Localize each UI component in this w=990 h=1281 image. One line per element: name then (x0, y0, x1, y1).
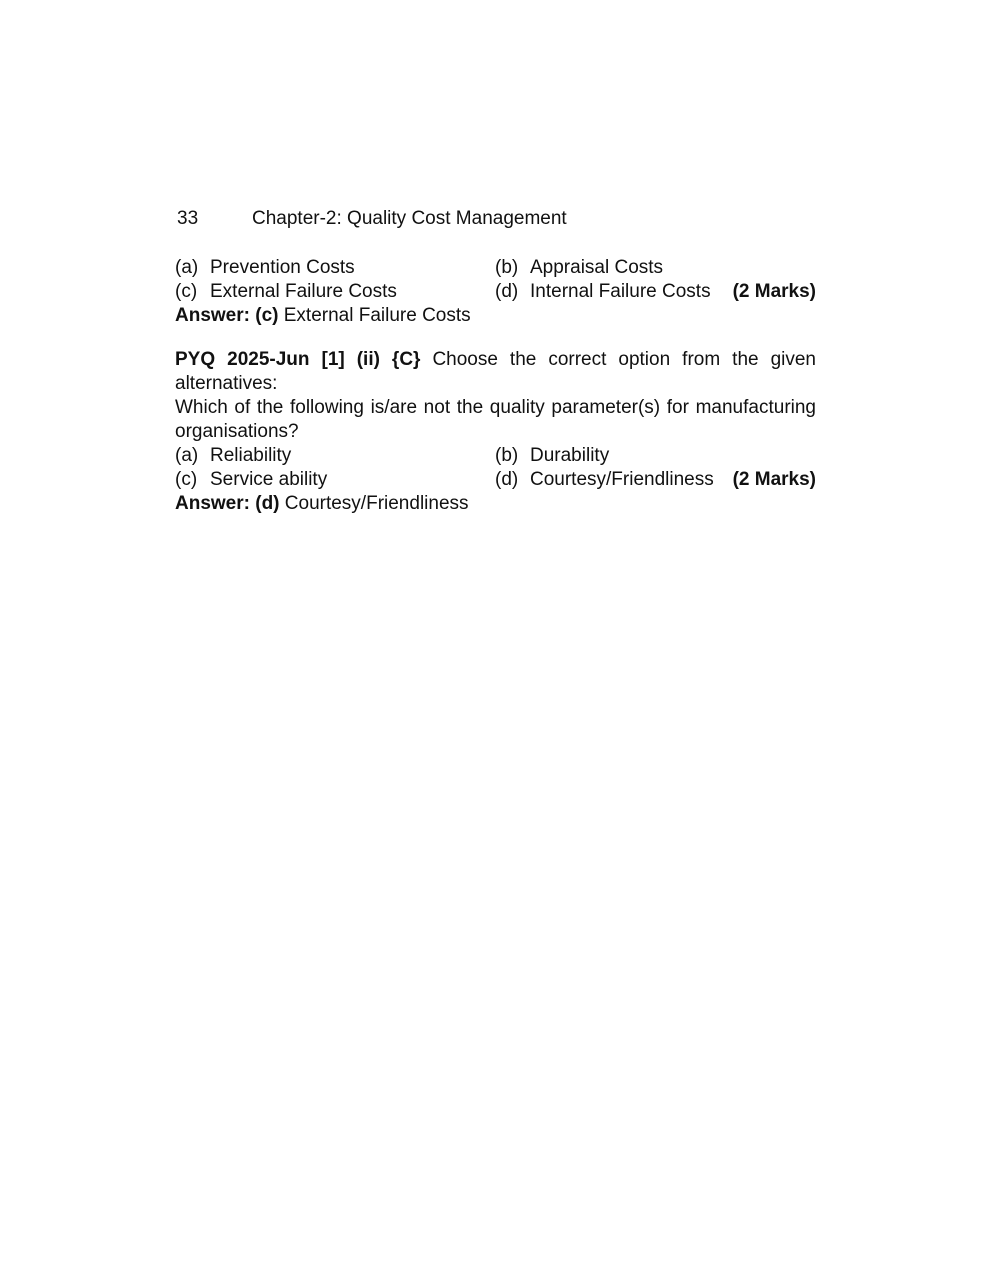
q1-option-a (175, 256, 355, 280)
option-letter: (b) (495, 257, 519, 278)
answer-label: Answer: (d) (175, 493, 280, 514)
q2-options-row-2 (175, 468, 816, 492)
page-header (175, 208, 816, 234)
q2-question: Which of the following is/are not the quality parameter(s) for manufacturing organisations? (175, 397, 816, 442)
option-text: Internal Failure Costs (530, 281, 711, 302)
chapter-title: Chapter-2: Quality Cost Management (252, 208, 567, 229)
q2-options-row-1 (175, 444, 816, 468)
q2-option-a (175, 444, 291, 468)
answer-label: Answer: (c) (175, 305, 279, 326)
option-text: Appraisal Costs (530, 257, 664, 278)
option-letter: (a) (175, 445, 199, 466)
q1-answer (175, 304, 816, 328)
q1-options-row-1 (175, 256, 816, 280)
q1-option-c (175, 280, 397, 304)
option-letter: (c) (175, 469, 198, 490)
q1-options-row-2 (175, 280, 816, 304)
page-number: 33 (177, 208, 199, 229)
answer-text: Courtesy/Friendliness (284, 493, 469, 514)
q2-option-b (495, 444, 609, 468)
option-letter: (a) (175, 257, 199, 278)
q1-marks: (2 Marks) (732, 281, 816, 302)
option-letter: (b) (495, 445, 519, 466)
option-text: Courtesy/Friendliness (530, 469, 714, 490)
q2-instruction: Choose the correct option from the given alternatives: (175, 349, 816, 394)
q2-option-c (175, 468, 327, 492)
q2-answer (175, 492, 816, 516)
q2-option-d (495, 468, 714, 492)
option-text: Durability (530, 445, 610, 466)
option-letter: (d) (495, 469, 519, 490)
q1-option-b (495, 256, 663, 280)
option-letter: (d) (495, 281, 519, 302)
q2-tag: PYQ 2025-Jun [1] (ii) {C} (175, 349, 421, 370)
page-content (175, 208, 816, 516)
option-letter: (c) (175, 281, 198, 302)
q2-marks: (2 Marks) (732, 469, 816, 490)
q1-option-d (495, 280, 711, 304)
option-text: Prevention Costs (210, 257, 355, 278)
option-text: Reliability (210, 445, 292, 466)
option-text: External Failure Costs (210, 281, 397, 302)
option-text: Service ability (210, 469, 328, 490)
q2-instruction-paragraph (175, 348, 816, 396)
answer-text: External Failure Costs (283, 305, 471, 326)
